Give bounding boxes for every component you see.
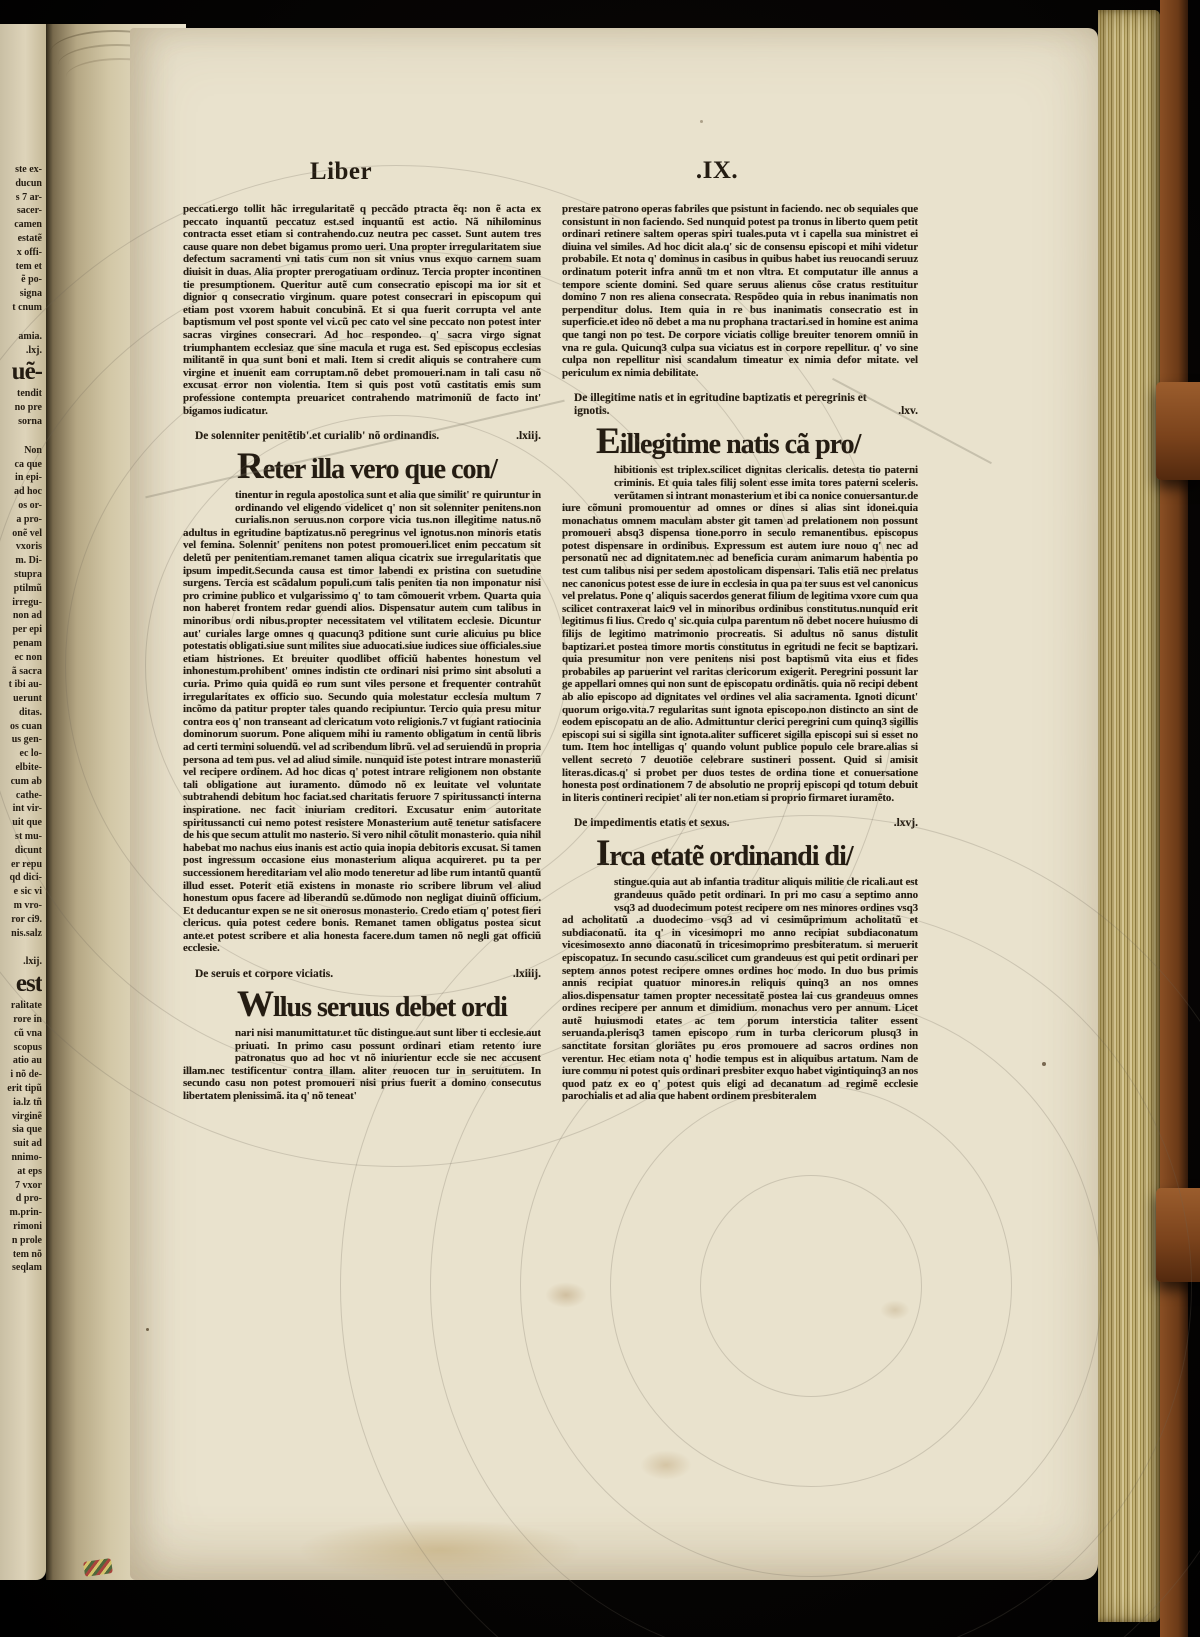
- margin-fragment: ror ci9.: [11, 913, 42, 925]
- body-paragraph: stingue.quia aut ab infantia traditur aliquis militie cle ricali.aut est grandeuus quãdo petit ordinari. In pri mo casu a septimo anno vsq3 ad duodecimum potest recipere om nes minores ordines vsq3 ad acholitatũ .a duodecimo vsq3 ad vi cesimũprimum acholitatũ et subdiaconatũ. ita q' in vicesimopri mo anno recipiat subdiaconatum vicesimosexto anno diaconatũ in tricesimoprimo presbiteratum. si meruerit episcopatuz. In secundo casu.scilicet cum grandeuus est qui petit ordinari per septem annos potest recipere omnes ordines hoc modo. In duo bus primis annis recipiat quatuor minores.in reliquis quinq3 an nos omnes alios.dispensatur tamen propter necessitatẽ postea lai cus grandeuus omnes ordines recipere per annum et dimidium. monachus vero per annum. Licet autẽ huiusmodi etates ac tem porum intersticia taliter essent seruanda.plerisq3 tamen episcopo rum in turba clericorum plusq3 in sanctitate forsitan gloriãtes pu eros promouere ad sacros ordines non verentur. Hec etiam nota q' hodie tempus est in aliquibus artatum. Nam de iure commu ni potest quis ordinari presbiter exquo habet vigintiquinq3 an nos quod patz ex eo q' potest quis eligi ad decanatum ad regimẽ ecclesie parochialis et ad alia que habent ordinem presbiteralem: [562, 876, 918, 1103]
- gilt-fore-edge: [1098, 10, 1160, 1622]
- margin-fragment: i nõ de-: [10, 1069, 42, 1081]
- margin-fragment: ralitate: [10, 1000, 42, 1012]
- margin-fragment: tem et: [15, 260, 42, 272]
- margin-fragment: amia.: [18, 330, 42, 342]
- margin-fragment: in epi-: [15, 472, 42, 484]
- margin-fragment: ec lo-: [19, 748, 42, 760]
- chapter-heading: Eillegitime natis cã pro/: [596, 421, 861, 463]
- clasp-strap-top: [1156, 382, 1200, 480]
- margin-fragment: cathe-: [15, 789, 42, 801]
- rubric-number: .lxiiij.: [512, 968, 541, 981]
- margin-fragment: sorna: [18, 415, 42, 427]
- margin-fragment: atio au: [12, 1055, 42, 1067]
- margin-fragment: ec non: [14, 651, 42, 663]
- chapter-rubric: [183, 968, 541, 981]
- body-paragraph: peccati.ergo tollit hãc irregularitatẽ q peccãdo ptracta ẽq: non ẽ acta ex peccato inquantũ peccatuz est.sed inquantũ est actio. Nã nihilominus contracta esset etiam si contrahendo.cuz neutra pec casset. Sunt autem tres cause quare non debet bigamus promo ueri. Una propter irregularitatem siue defectum sacramenti vni tatis cum non sit vnius vnus exquo carnem suam diuisit in duas. Alia propter prerogatiuam ordinuz. Tercia propter incontinen tie presumptionem. Queritur autẽ cum consecratio episcopi ma ior sit et dignior q consecratio virginum. quare potest consecrari in episcopum qui etiam post vxorem habuit concubinã. Et si qua fuerit corrupta vel ante baptismum vel post sponte vel vi.cũ pec cato vel sine peccato non potest inter sacras virgines consecrari. Ad hoc respondeo. q' sacra virgo signat triumphantem ecclesiaz que sine macula et ruga est. Sed episcopus ecclesias militantẽ in qua sunt boni et mali. Item si credit aliquis se contrahere cum virgine et inuenit eam corruptam.nõ debet promoueri.nam in tali casu nõ excusat error non violentia. Item si quis post votũ castitatis emis sum professione contempta preuaricet contrahendo matrimoniũ de facto int' bigamos iudicatur.: [183, 203, 541, 417]
- margin-fragment: penam: [13, 637, 42, 649]
- margin-fragment: per epi: [12, 624, 42, 636]
- clasp-strap-bottom: [1156, 1188, 1200, 1282]
- body-paragraph: prestare patrono operas fabriles que psistunt in faciendo. nec ob sequiales que consistunt in non faciendo. Sed nunquid potest pa tronus in liberto quem petit ordinari retinere saltem operas spiri tuales.puta vt i capella sua ministret ei diuina vel similes. Ad hoc dicit ala.q' sic de consensu episcopi et mihi videtur probabile. Et nota q' dominus in casibus in quibus habet ius reuocandi seruuz ordinatum poterit infra annũ tm et non vltra. Et computatur ille annus a tempore sciente domini. Sed quare seruus alienus cõse cratus restituitur domino 7 non res aliena consecrata. Respõdeo quia in rebus inanimatis non perpenditur dolus. Item quia in re bus inanimatis consecratio est in superficie.et ideo nõ debet a ma nu prophana tractari.sed in homine est anima que tangi non po test. De corpore viciatis collige breuiter tenorem omniũ in vna re gula. Quicunq3 culpa sua viciatus est in corpore repellitur. q' vo sine culpa non repellitur nisi scandalum timeatur ex nimia defor mitate. vel periculum ex nimia debilitate.: [562, 203, 918, 379]
- chapter-heading: Wllus seruus debet ordi: [237, 984, 507, 1026]
- margin-fragment: seqlam: [12, 1262, 42, 1274]
- rubric-label: De solenniter penitẽtib'.et curialib' nõ ordinandis.: [195, 430, 440, 443]
- margin-fragment: ca que: [14, 458, 42, 470]
- rubric-number: .lxv.: [898, 405, 918, 418]
- margin-fragment: x offi-: [16, 246, 42, 258]
- margin-fragment: dicunt: [14, 844, 42, 856]
- margin-fragment: .lxj.: [25, 344, 42, 356]
- margin-fragment: t ibi au-: [8, 679, 42, 691]
- margin-fragment: est: [15, 970, 42, 998]
- margin-fragment: ã sacra: [11, 665, 42, 677]
- margin-fragment: m vro-: [13, 900, 42, 912]
- margin-fragment: irregu-: [12, 596, 42, 608]
- margin-fragment: er repu: [10, 858, 42, 870]
- body-paragraph: hibitionis est triplex.scilicet dignitas clericalis. detesta tio paterni criminis. Et quia tales filij solent esse imita tores paterni sceleris. verũtamen si intrant monasterium et ibi ca nonice conuersantur.de iure cõmuni promouentur ad omnes or dines si alias sint idonei.quia monachatus omnem maculam abster git tamen ad prelationem non possunt promoueri absq3 dispensa tione.porro in seculo remanentibus. episcopus potest dispensare in ordinibus. Expressum est autem iure nouo q' nec ad personatũ nec ad dignitatem.nec ad beneficia curam animarum habentia po test cum talibus nisi per sedem apostolicam dispensari. Talis etiã nec prelatus nec canonicus potest esse de iure in ecclesia in qua pa ter suus est vel canonicus vel prelatus. Pone q' aliquis sacerdos generat filium de legitima vxore cum qua scilicet contraxerat laic9 vel in minoribus ordinibus constitutus.nunquid erit legitimus fi lius. Credo q' sic.quia culpa parentum nõ debet nocere huiusmo di filijs de legitimo matrimonio procreatis. Si adultus nõ sanus distulit baptizari.et postea timore mortis constitutus in egritudi ne fecit se baptizari. quia presumitur non vere penitens nisi post baptismũ vita eius et fides probabiles ap paruerint vel raritas clericorum exigerit. Peregrini possunt lar ge appellari omnes qui non sunt de episcopatu ordinãtis. quia nõ recipi debent ab alio episcopo ad dignitates vel ordines vel alia sacramenta. Ignoti dicunt' quorum origo.vita.7 regularitas sunt ignota episcopo.non distincto an sint de eodem episcopatu an de alio. Admittuntur clerici peregrini cum quinq3 sigillis episcopi sui si sigilla sint ignota.aliter sufficeret sigilla episcopi sui si esset no tum. Item hoc intelligas q' quando volunt publice populo cele brare.alias si vellent secreto 7 deuotiõe celebrare sustineri possent. Quid si amisit literas.dicas.q' si probet per duos testes de ordina tione et conuersatione honesta post ordinationem 7 de absolutio ne proprij episcopi qd totum debuit in literis contineri recipiet' ali ter non.etiam si proprio firmaret iuramẽto.: [562, 464, 918, 804]
- body-paragraph: tinentur in regula apostolica sunt et alia que similit' re quiruntur in ordinando vel eligendo videlicet q' non sit solenniter penitens.non curialis.non seruus.non corpore vicia tus.non illegitime natus.nõ adultus in egritudine baptizatus.nõ peregrinus vel ignotus.non minoris etatis vel femina. Solennit' penitens non potest promoueri.licet enim peccatum sit deletũ per penitentiam.remanet tamen aliqua cicatrix sue irregularitatis que ipsum impedit.Secunda causa est timor labendi ex pristina con suetudine surgens. Tercia est scãdalum populi.cum talis peniten tia non imponatur nisi pro crimine publico et vulgarissimo q' to tam cõmouerit vrbem. Quarta quia non haberet frontem redar guendi alios. Dispensatur autem cum talibus in minoribus ordi nibus.propter necessitatem vel vtilitatem ecclesie. Dicuntur aut' curiales large omnes q quacunq3 pditione sunt curie alicuius pu blice potestatis obligati.siue sunt milites siue aduocati.siue iudices siue officiales.siue etiam histriones. Et breuiter quodlibet officiũ habentes honestum vel inhonestum.prohibent' omnes indistin cte ordinari nisi primo sint absoluti a curia. Primo quia quidã eo rum sunt viles persone et frequenter contrahũt irregularitates ex officio suo. Secundo quia molestatur ecclesia multum 7 incõmo da patitur propter tales quando recipiuntur. Tercio quia presu mitur contra eos q' non transeant ad clericatum voto religionis.7 vt fugiant ratiocinia dominorum suorum. Pone aliquem mihi iu ramento obligatum in centũ libris ad certi termini soluendũ. vel ad scribendum librũ. vel ad seruiendũ in propria persona ad tem pus. vel ad aliud simile. nunquid iste potest intrare monasteriũ vel recipere ordinem. Ad hoc dicas q' potest intrare religionem non obstante tali obligatione aut iuramento. dũmodo nõ ex leuitate vel voluntate subtrahendi debitum hoc faciat.sed charitatis feruore 7 spiritussancti interna inspiratione. nec facit iniuriam creditori. Excusatur enim autoritate spiritussancti cui nemo potest resistere Monasterium autẽ tenetur satisfacere de his que secum attulit mo nasterio. Si vero nihil cõtulit monasterio. quia nihil habebat mo nachus eius inanis est actio quia inopia debitoris excusat. Si tamen post ingressum occasione eius monasterium aliqua acquireret. pu ta per successionem hereditariam vel alio modo teneretur ad libe rum intantũ quantũ illud esset. Poterit etiã existens in monaste rio scribere librum vel aliud honestum opus facere ad liberandũ se.dũmodo non negligat diuinũ officium. Et deducantur expen se ne sit onerosus monasterio. Credo etiam q' potest fieri clericus. quia potest cedere bonis. Remanet tamen obligatus postea sicut ante.et potest scribere et alia honesta facere.dum tamen nõ negli gat officiũ ecclesie.: [183, 489, 541, 955]
- margin-fragment: os or-: [18, 499, 42, 511]
- margin-fragment: t cnum: [12, 301, 42, 313]
- margin-fragment: qd dici-: [9, 872, 42, 884]
- margin-fragment: ptilmũ: [13, 582, 42, 594]
- margin-fragment: ste ex-: [15, 164, 42, 175]
- margin-fragment: ad hoc: [13, 486, 42, 498]
- chapter-rubric: [183, 430, 541, 443]
- text-column-right: [562, 203, 918, 1103]
- chapter-heading: Reter illa vero que con/: [237, 446, 497, 488]
- margin-fragment: no pre: [14, 402, 42, 414]
- margin-fragment: d pro-: [15, 1193, 42, 1205]
- margin-fragment: suit ad: [13, 1138, 42, 1150]
- margin-fragment: rore in: [13, 1014, 42, 1026]
- margin-fragment: stupra: [14, 568, 42, 580]
- margin-fragment: m.prin-: [9, 1207, 42, 1219]
- rubric-number: .lxiij.: [516, 430, 541, 443]
- heading-overhang-spacer: [562, 464, 614, 490]
- margin-fragment: uit que: [12, 817, 42, 829]
- margin-fragment: nnimo-: [11, 1152, 42, 1163]
- margin-fragment: ditas.: [18, 706, 42, 718]
- rubric-number: .lxvj.: [893, 817, 918, 830]
- margin-fragment: onẽ vel: [12, 527, 42, 539]
- margin-fragment: 7 vxor: [15, 1179, 42, 1191]
- margin-fragment: signa: [19, 288, 42, 300]
- rubric-label: De illegitime natis et in egritudine baptizatis et peregrinis et ignotis.: [574, 392, 867, 418]
- margin-fragment: m. Di-: [15, 555, 42, 567]
- body-paragraph: nari nisi manumittatur.et tũc distingue.aut sunt liber ti ecclesie.aut priuati. In primo casu possunt ordinari etiam retento iure patronatus quo ad hoc vt nõ iniurientur eccle sie nec accusent illam.nec testificentur contra illam. aliter reuocen tur in seruitutem. In secundo casu non potest promoueri nisi prius fuerit a domino consecutus libertatem plenissimã. ita q' nõ teneat': [183, 1027, 541, 1103]
- margin-fragment: camen: [14, 219, 42, 231]
- margin-fragment: erit tipũ: [7, 1083, 42, 1095]
- margin-fragment: elbite-: [15, 762, 42, 774]
- leather-board-edge: [1160, 0, 1188, 1637]
- margin-fragment: scopus: [13, 1041, 42, 1053]
- margin-fragment: ia.lz tñ: [13, 1096, 42, 1108]
- margin-fragment: virginẽ: [12, 1110, 42, 1122]
- margin-fragment: at eps: [17, 1165, 42, 1177]
- margin-fragment: tendit: [17, 388, 42, 400]
- running-header-folio: .IX.: [695, 157, 739, 184]
- margin-fragment: tem nõ: [12, 1248, 42, 1260]
- margin-fragment: us gen-: [11, 734, 42, 746]
- margin-fragment: .lxij.: [23, 956, 42, 968]
- margin-fragment: int vir-: [12, 803, 42, 815]
- margin-fragment: cum ab: [10, 775, 42, 787]
- margin-fragment: e sic vi: [13, 886, 42, 898]
- margin-fragment: n prole: [11, 1234, 42, 1246]
- margin-fragment: nis.salz: [11, 927, 42, 939]
- margin-fragment: ducun: [15, 177, 42, 189]
- paper-speck: [700, 120, 703, 123]
- margin-fragment: estatẽ: [17, 232, 42, 244]
- margin-fragment: sacer-: [16, 205, 42, 217]
- margin-fragment: vxoris: [15, 541, 42, 553]
- margin-fragment: Non: [24, 444, 42, 456]
- heading-overhang-spacer: [183, 489, 235, 515]
- margin-fragment: rimoni: [13, 1220, 42, 1232]
- margin-fragment: ẽ po-: [21, 274, 42, 286]
- rubric-label: De seruis et corpore viciatis.: [195, 968, 334, 981]
- paper-speck: [1042, 1062, 1046, 1066]
- facing-page-text-fragments: [2, 163, 42, 1275]
- margin-fragment: uerunt: [13, 693, 42, 705]
- margin-fragment: s 7 ar-: [15, 191, 42, 203]
- text-column-left: [183, 203, 541, 1103]
- margin-fragment: os cuan: [10, 720, 42, 732]
- margin-fragment: st mu-: [15, 831, 42, 843]
- margin-fragment: cũ vna: [13, 1027, 42, 1039]
- chapter-rubric: [562, 392, 918, 418]
- rubric-label: De impedimentis etatis et sexus.: [574, 817, 730, 830]
- margin-fragment: non ad: [12, 610, 42, 622]
- paper-speck: [146, 1328, 149, 1331]
- chapter-rubric: [562, 817, 918, 830]
- heading-overhang-spacer: [183, 1027, 235, 1053]
- heading-overhang-spacer: [562, 876, 614, 902]
- margin-fragment: uẽ-: [11, 358, 42, 386]
- margin-fragment: a pro-: [16, 513, 42, 525]
- running-header-liber: Liber: [309, 158, 373, 185]
- facing-page-edge: [0, 24, 46, 1580]
- chapter-heading: Irca etatẽ ordinandi di/: [596, 833, 853, 875]
- margin-fragment: sia que: [12, 1124, 42, 1136]
